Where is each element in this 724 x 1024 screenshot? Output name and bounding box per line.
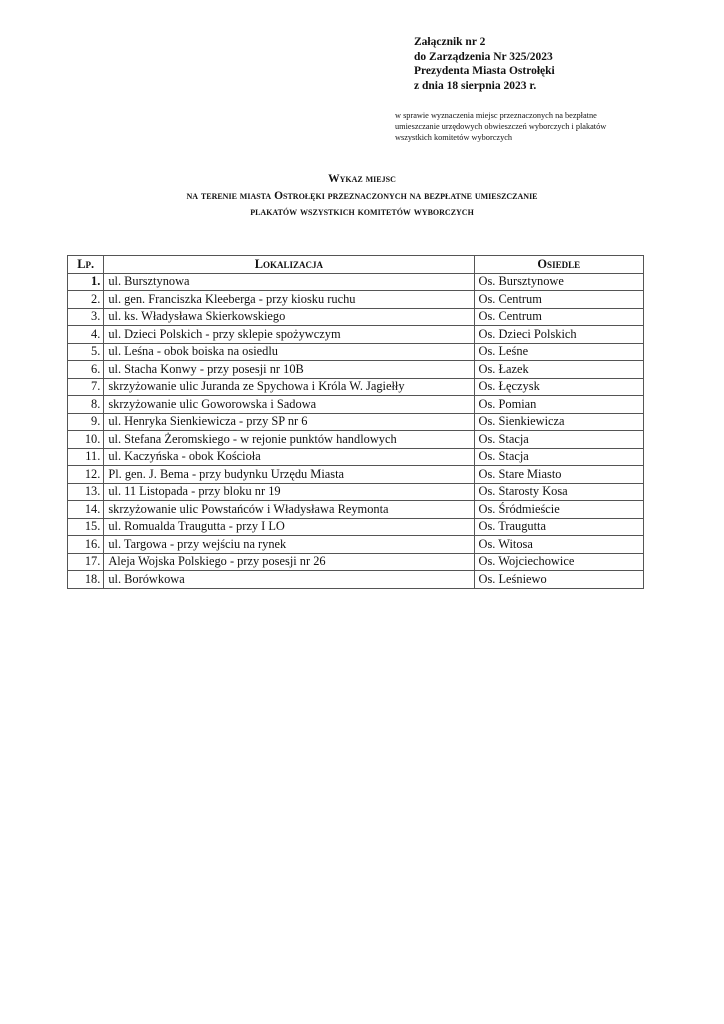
table-row — [68, 396, 644, 414]
row-location: skrzyżowanie ulic Goworowska i Sadowa — [104, 396, 474, 414]
table-row — [68, 518, 644, 536]
header-estate: Osiedle — [474, 256, 643, 274]
table-row — [68, 466, 644, 484]
table-row — [68, 431, 644, 449]
row-number: 1. — [68, 273, 104, 291]
table-row — [68, 343, 644, 361]
row-location: ul. Leśna - obok boiska na osiedlu — [104, 343, 474, 361]
row-location: ul. Stacha Konwy - przy posesji nr 10B — [104, 361, 474, 379]
row-estate: Os. Leśniewo — [474, 571, 643, 589]
subject-line: umieszczanie urzędowych obwieszczeń wyborczych i plakatów — [395, 121, 607, 131]
row-estate: Os. Łazek — [474, 361, 643, 379]
row-estate: Os. Stacja — [474, 448, 643, 466]
row-location: ul. ks. Władysława Skierkowskiego — [104, 308, 474, 326]
table-row — [68, 308, 644, 326]
table-row — [68, 553, 644, 571]
row-location: ul. Kaczyńska - obok Kościoła — [104, 448, 474, 466]
row-location: ul. Borówkowa — [104, 571, 474, 589]
row-location: ul. Stefana Żeromskiego - w rejonie punktów handlowych — [104, 431, 474, 449]
row-location: skrzyżowanie ulic Juranda ze Spychowa i Króla W. Jagiełły — [104, 378, 474, 396]
row-estate: Os. Centrum — [474, 308, 643, 326]
row-number: 15. — [68, 518, 104, 536]
row-location: ul. Romualda Traugutta - przy I LO — [104, 518, 474, 536]
locations-table — [67, 255, 644, 589]
row-location: Aleja Wojska Polskiego - przy posesji nr 26 — [104, 553, 474, 571]
row-location: skrzyżowanie ulic Powstańców i Władysława Reymonta — [104, 501, 474, 519]
table-row — [68, 536, 644, 554]
row-number: 11. — [68, 448, 104, 466]
row-number: 16. — [68, 536, 104, 554]
row-estate: Os. Pomian — [474, 396, 643, 414]
row-number: 5. — [68, 343, 104, 361]
row-number: 18. — [68, 571, 104, 589]
row-number: 10. — [68, 431, 104, 449]
table-row — [68, 571, 644, 589]
row-number: 13. — [68, 483, 104, 501]
row-estate: Os. Traugutta — [474, 518, 643, 536]
table-row — [68, 291, 644, 309]
row-estate: Os. Witosa — [474, 536, 643, 554]
attachment-issuer: Prezydenta Miasta Ostrołęki — [414, 65, 555, 77]
row-number: 9. — [68, 413, 104, 431]
row-estate: Os. Starosty Kosa — [474, 483, 643, 501]
table-row — [68, 378, 644, 396]
subject-line: wszystkich komitetów wyborczych — [395, 132, 513, 142]
row-estate: Os. Łęczysk — [474, 378, 643, 396]
subject-line: w sprawie wyznaczenia miejsc przeznaczonych na bezpłatne — [395, 111, 597, 120]
row-location: Pl. gen. J. Bema - przy budynku Urzędu Miasta — [104, 466, 474, 484]
table-row — [68, 413, 644, 431]
table-row — [68, 326, 644, 344]
attachment-date: z dnia 18 sierpnia 2023 r. — [414, 79, 537, 92]
row-estate: Os. Dzieci Polskich — [474, 326, 643, 344]
row-location: ul. Bursztynowa — [104, 273, 474, 291]
row-number: 2. — [68, 291, 104, 309]
table-row — [68, 361, 644, 379]
table-header-row — [68, 256, 644, 274]
row-location: ul. gen. Franciszka Kleeberga - przy kiosku ruchu — [104, 291, 474, 309]
attachment-header — [414, 35, 555, 93]
title-line: Wykaz miejsc — [328, 173, 396, 185]
attachment-ordinance: do Zarządzenia Nr 325/2023 — [414, 50, 553, 63]
row-number: 3. — [68, 308, 104, 326]
table-row — [68, 448, 644, 466]
row-location: ul. Dzieci Polskich - przy sklepie spożywczym — [104, 326, 474, 344]
row-number: 8. — [68, 396, 104, 414]
row-location: ul. Targowa - przy wejściu na rynek — [104, 536, 474, 554]
row-number: 17. — [68, 553, 104, 571]
row-estate: Os. Centrum — [474, 291, 643, 309]
table-row — [68, 273, 644, 291]
title-line: na terenie miasta Ostrołęki przeznaczonych na bezpłatne umieszczanie — [186, 189, 538, 202]
row-estate: Os. Śródmieście — [474, 501, 643, 519]
table-row — [68, 483, 644, 501]
title-line: plakatów wszystkich komitetów wyborczych — [250, 206, 474, 218]
row-location: ul. 11 Listopada - przy bloku nr 19 — [104, 483, 474, 501]
row-estate: Os. Wojciechowice — [474, 553, 643, 571]
header-location: Lokalizacja — [104, 256, 474, 274]
row-estate: Os. Leśne — [474, 343, 643, 361]
row-number: 7. — [68, 378, 104, 396]
document-title — [0, 171, 724, 221]
row-estate: Os. Sienkiewicza — [474, 413, 643, 431]
row-location: ul. Henryka Sienkiewicza - przy SP nr 6 — [104, 413, 474, 431]
row-number: 14. — [68, 501, 104, 519]
table-row — [68, 501, 644, 519]
header-lp: Lp. — [68, 256, 104, 274]
attachment-number: Załącznik nr 2 — [414, 36, 486, 48]
row-estate: Os. Stare Miasto — [474, 466, 643, 484]
row-number: 6. — [68, 361, 104, 379]
row-number: 4. — [68, 326, 104, 344]
row-number: 12. — [68, 466, 104, 484]
row-estate: Os. Stacja — [474, 431, 643, 449]
subject-note — [395, 111, 655, 143]
row-estate: Os. Bursztynowe — [474, 273, 643, 291]
